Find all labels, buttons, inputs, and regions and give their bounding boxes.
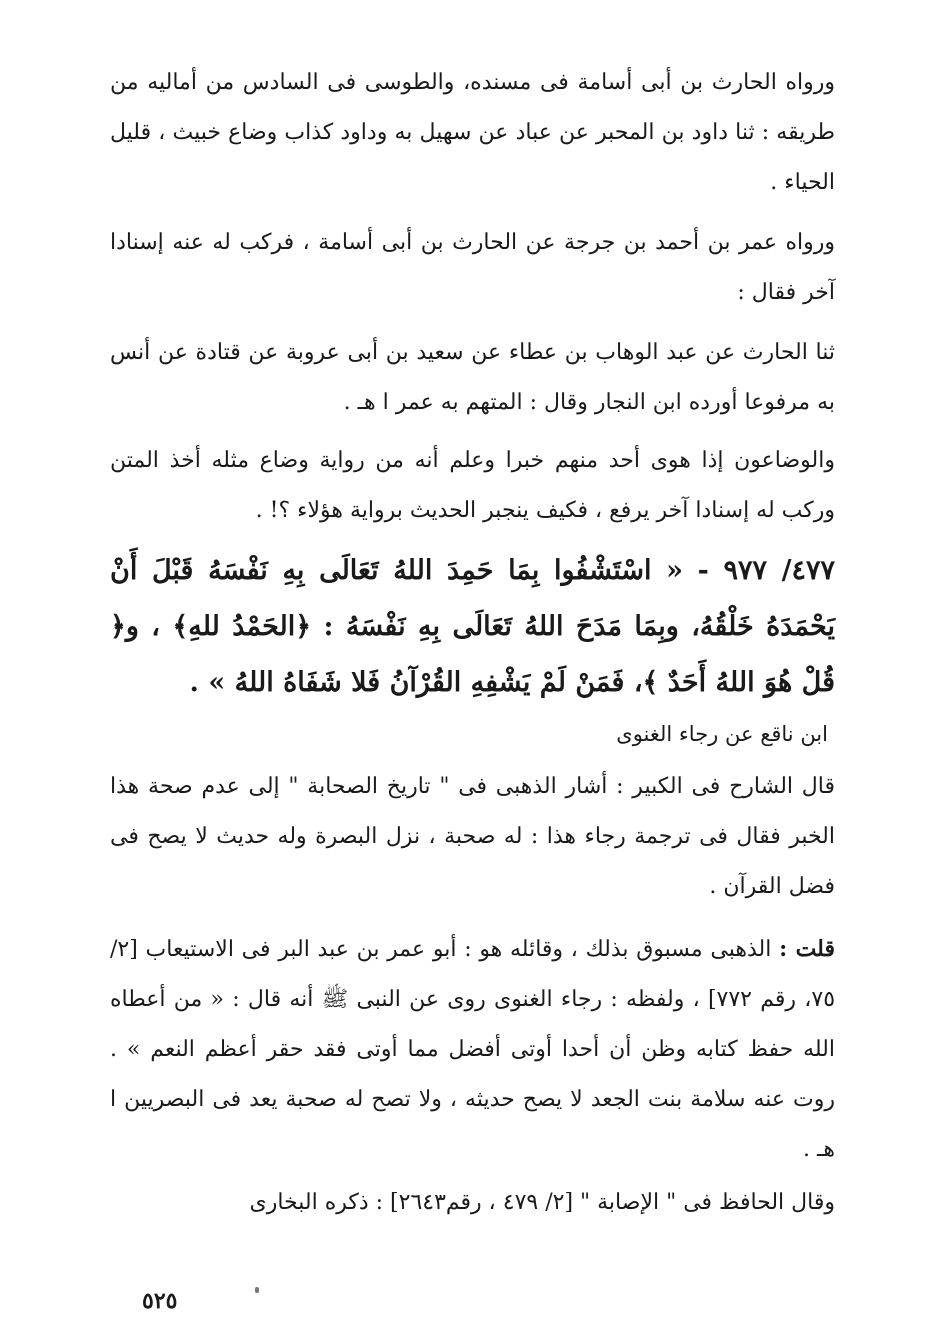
- page-number: ٥٢٥: [142, 1288, 178, 1314]
- hadith-text: ٤٧٧/ ٩٧٧ - « اسْتَشْفُوا بِمَا حَمِدَ اللهُ تَعَالَى بِهِ نَفْسَهُ قَبْلَ أَنْ يَحْمَدَهُ خَلْقُهُ، وبِمَا مَدَحَ اللهُ تَعَالَى بِهِ نَفْسَهُ : ﴿الحَمْدُ للهِ﴾ ، و﴿ قُلْ هُوَ اللهُ أَحَدٌ ﴾، فَمَنْ لَمْ يَشْفِهِ القُرْآنُ فَلا شَفَاهُ اللهُ » .: [110, 555, 836, 698]
- qultu-lead: قلت :: [779, 936, 835, 962]
- paragraph-commentator: قال الشارح فى الكبير : أشار الذهبى فى " تاريخ الصحابة " إلى عدم صحة هذا الخبر فقال فى ترجمة رجاء هذا : له صحبة ، نزل البصرة وله حديث لا يصح فى فضل القرآن .: [110, 774, 835, 899]
- ink-speck: [255, 1287, 259, 1293]
- paragraph-harith-tusi: ورواه الحارث بن أبى أسامة فى مسنده، والطوسى فى السادس من أماليه من طريقه : ثنا داود بن المحبر عن عباد عن سهيل به وداود كذاب وضاع خبيث ، قليل الحياء .: [110, 70, 835, 195]
- paragraph-isaba: وقال الحافظ فى " الإصابة " [٢/ ٤٧٩ ، رقم٢٦٤٣] : ذكره البخارى: [249, 1190, 835, 1215]
- chain-subheading: ابن ناقع عن رجاء الغنوى: [616, 722, 828, 746]
- paragraph-fabricators: والوضاعون إذا هوى أحد منهم خبرا وعلم أنه من رواية وضاع مثله أخذ المتن وركب له إسنادا آخر يرفع ، فكيف ينجبر الحديث برواية هؤلاء ؟! .: [110, 448, 835, 523]
- paragraph-isnad-anas: ثنا الحارث عن عبد الوهاب بن عطاء عن سعيد بن أبى عروبة عن قتادة عن أنس به مرفوعا أورده ابن النجار وقال : المتهم به عمر ا هـ .: [110, 340, 835, 415]
- qultu-body: الذهبى مسبوق بذلك ، وقائله هو : أبو عمر بن عبد البر فى الاستيعاب [٢/ ٧٥، رقم ٧٧٢] ، ولفظه : رجاء الغنوى روى عن النبى ﷺ أنه قال : « من أعطاه الله حفظ كتابه وظن أن أحدا أوتى أفضل مما أوتى فقد حقر أعظم النعم » . روت عنه سلامة بنت الجعد لا يصح حديثه ، ولا تصح له صحبة يعد فى البصريين ا هـ .: [110, 937, 836, 1162]
- paragraph-umar-jarja: ورواه عمر بن أحمد بن جرجة عن الحارث بن أبى أسامة ، فركب له عنه إسنادا آخر فقال :: [110, 230, 835, 305]
- paragraph-qultu: [110, 924, 835, 1175]
